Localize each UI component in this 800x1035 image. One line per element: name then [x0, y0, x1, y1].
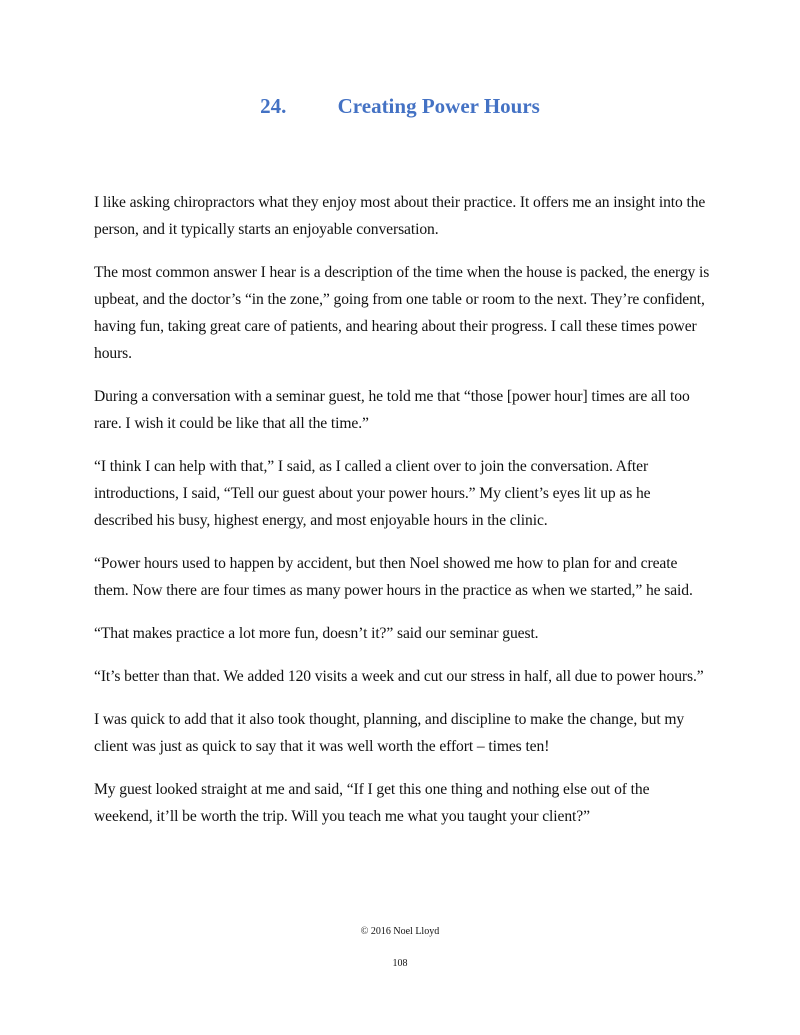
paragraph: “Power hours used to happen by accident, but then Noel showed me how to plan for and create them. Now there are four times as many power hours in the practice as when we started,” he said.	[94, 555, 693, 599]
paragraph: During a conversation with a seminar guest, he told me that “those [power hour] times are all too rare. I wish it could be like that all the time.”	[94, 388, 690, 432]
paragraph: “That makes practice a lot more fun, doesn’t it?” said our seminar guest.	[94, 625, 539, 642]
copyright-footer: © 2016 Noel Lloyd	[360, 926, 440, 937]
body-text	[94, 189, 710, 846]
paragraph: I was quick to add that it also took thought, planning, and discipline to make the change, but my client was just as quick to say that it was well worth the effort – times ten!	[94, 711, 685, 755]
chapter-number: 24.	[260, 94, 287, 118]
paragraph: “I think I can help with that,” I said, as I called a client over to join the conversation. After introductions, I said, “Tell our guest about your power hours.” My client’s eyes lit up as he described his busy, highest energy, and most enjoyable hours in the clinic.	[94, 458, 651, 529]
paragraph: My guest looked straight at me and said, “If I get this one thing and nothing else out of the weekend, it’ll be worth the trip. Will you teach me what you taught your client?”	[94, 781, 650, 825]
paragraph: The most common answer I hear is a description of the time when the house is packed, the energy is upbeat, and the doctor’s “in the zone,” going from one table or room to the next. They’re confident, having fun, taking great care of patients, and hearing about their progress. I call these times power hours.	[94, 264, 710, 362]
paragraph: I like asking chiropractors what they enjoy most about their practice. It offers me an insight into the person, and it typically starts an enjoyable conversation.	[94, 194, 706, 238]
page-number: 108	[392, 958, 408, 969]
paragraph: “It’s better than that. We added 120 visits a week and cut our stress in half, all due to power hours.”	[94, 668, 704, 685]
chapter-title: Creating Power Hours	[337, 94, 540, 118]
chapter-heading	[0, 93, 800, 119]
